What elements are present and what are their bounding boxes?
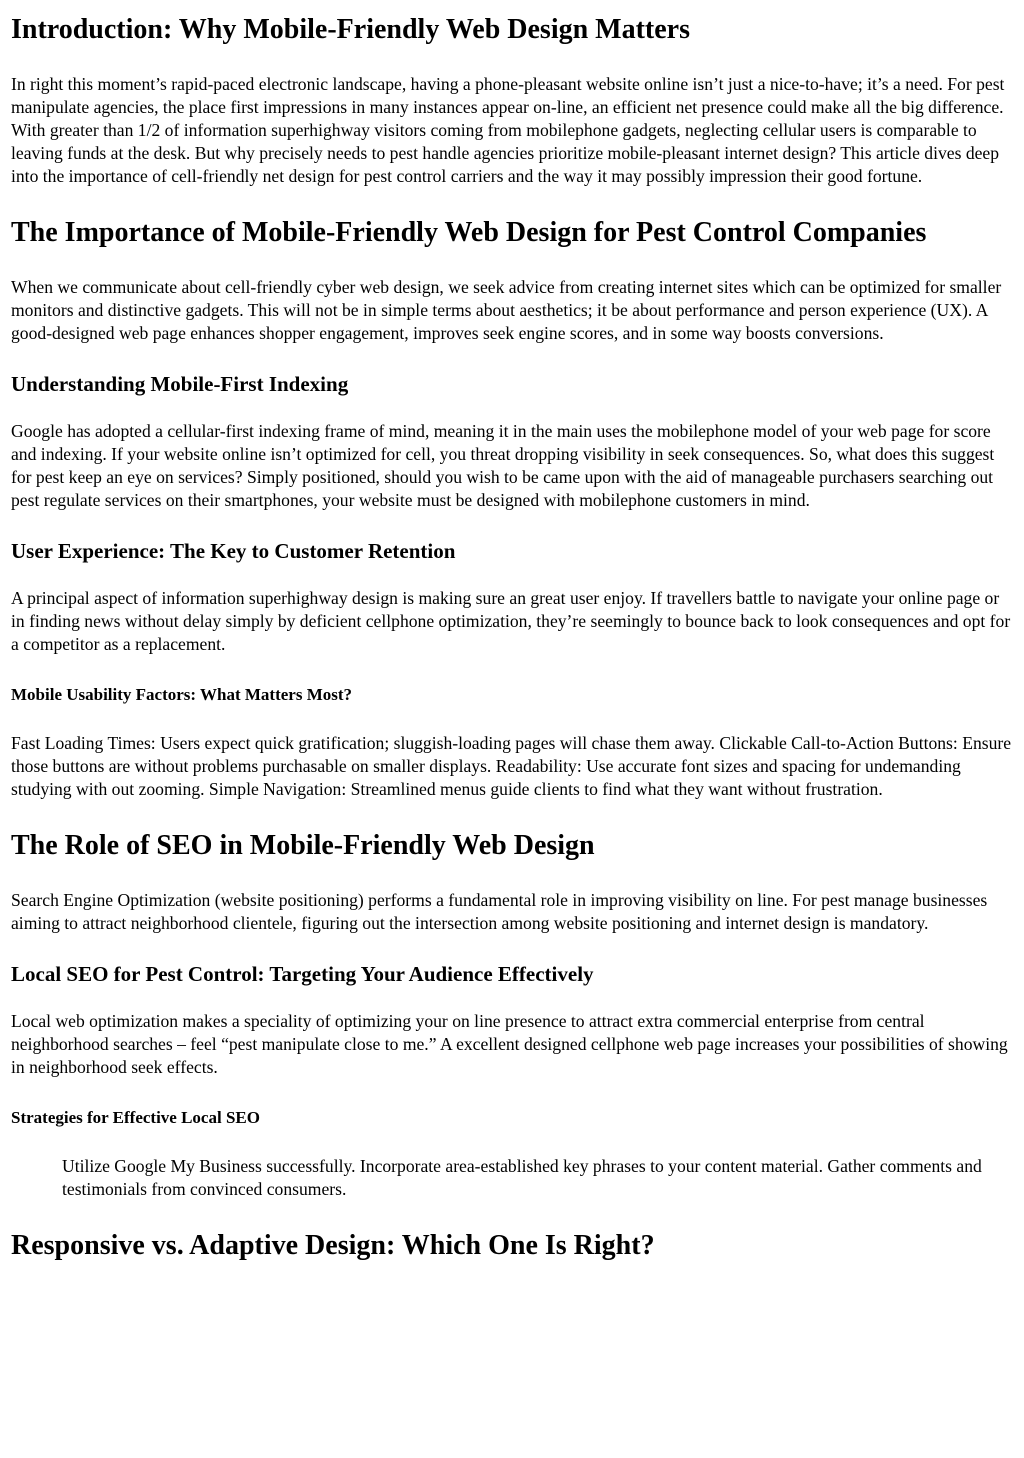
responsive-heading: Responsive vs. Adaptive Design: Which One Is Right?: [11, 1230, 655, 1261]
importance-paragraph: When we communicate about cell-friendly cyber web design, we seek advice from creating internet sites which can be optimized for smaller monitors and distinctive gadgets. This will not be in simple terms about aesthetics; it be about performance and person experience (UX). A good-designed web page enhances shopper engagement, improves seek engine scores, and in some way boosts conversions.: [11, 277, 1002, 343]
usability-paragraph: Fast Loading Times: Users expect quick gratification; sluggish-loading pages will chase them away. Clickable Call-to-Action Buttons: Ensure those buttons are without problems purchasable on smaller displays. Readability: Use accurate font sizes and spacing for undemanding studying with out zooming. Simple Navigation: Streamlined menus guide clients to find what they want without frustration.: [11, 733, 1012, 799]
ux-heading: User Experience: The Key to Customer Retention: [11, 539, 456, 563]
ux-paragraph: A principal aspect of information superhighway design is making sure an great user enjoy. If travellers battle to navigate your online page or in finding news without delay simply by deficient cellphone optimization, they’re seemingly to bounce back to look consequences and opt for a competitor as a replacement.: [11, 588, 1011, 654]
seo-heading: The Role of SEO in Mobile-Friendly Web Design: [11, 830, 595, 861]
indexing-heading: Understanding Mobile-First Indexing: [11, 372, 349, 396]
article: [0, 12, 1024, 1263]
seo-paragraph: Search Engine Optimization (website positioning) performs a fundamental role in improving visibility on line. For pest manage businesses aiming to attract neighborhood clientele, figuring out the intersection among website positioning and internet design is mandatory.: [11, 890, 988, 933]
strategies-paragraph: Utilize Google My Business successfully. Incorporate area-established key phrases to your content material. Gather comments and testimonials from convinced consumers.: [62, 1156, 982, 1199]
local-seo-heading: Local SEO for Pest Control: Targeting Your Audience Effectively: [11, 962, 594, 986]
local-seo-paragraph: Local web optimization makes a speciality of optimizing your on line presence to attract extra commercial enterprise from central neighborhood searches – feel “pest manipulate close to me.” A excellent designed cellphone web page increases your possibilities of showing in neighborhood seek effects.: [11, 1011, 1008, 1077]
indexing-paragraph: Google has adopted a cellular-first indexing frame of mind, meaning it in the main uses the mobilephone model of your web page for score and indexing. If your website online isn’t optimized for cell, you threat dropping visibility in seek consequences. So, what does this suggest for pest keep an eye on services? Simply positioned, should you wish to be came upon with the aid of manageable purchasers searching out pest regulate services on their smartphones, your website must be designed with mobilephone customers in mind.: [11, 421, 995, 510]
strategies-heading: Strategies for Effective Local SEO: [11, 1108, 260, 1127]
intro-heading: Introduction: Why Mobile-Friendly Web Design Matters: [11, 14, 690, 45]
importance-heading: The Importance of Mobile-Friendly Web Design for Pest Control Companies: [11, 217, 927, 248]
intro-paragraph: In right this moment’s rapid-paced electronic landscape, having a phone-pleasant website online isn’t just a nice-to-have; it’s a need. For pest manipulate agencies, the place first impressions in many instances appear on-line, an efficient net presence could make all the big difference. With greater than 1/2 of information superhighway visitors coming from mobilephone gadgets, neglecting cellular users is comparable to leaving funds at the desk. But why precisely needs to pest handle agencies prioritize mobile-pleasant internet design? This article dives deep into the importance of cell-friendly net design for pest control carriers and the way it may possibly impression their good fortune.: [11, 74, 1005, 186]
usability-heading: Mobile Usability Factors: What Matters Most?: [11, 685, 353, 704]
